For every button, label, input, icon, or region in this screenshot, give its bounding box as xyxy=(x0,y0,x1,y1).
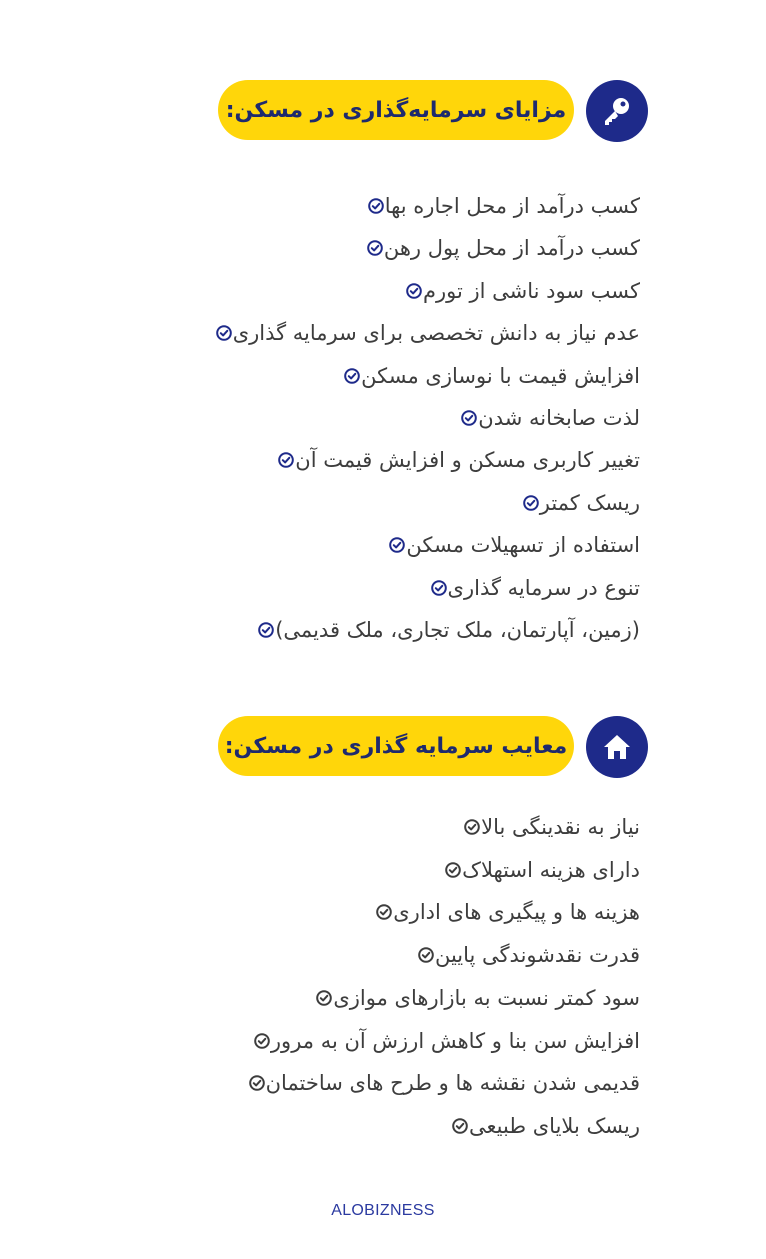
advantage-item-text: لذت صابخانه شدن xyxy=(478,406,640,430)
advantage-item-text: عدم نیاز به دانش تخصصی برای سرمایه گذاری xyxy=(232,321,640,346)
disadvantage-item-text: قدرت نقدشوندگی پایین xyxy=(434,943,640,968)
check-circle-icon xyxy=(315,989,333,1007)
advantages-title: مزایای سرمایه‌گذاری در مسکن: xyxy=(225,97,567,123)
advantage-item-text: استفاده از تسهیلات مسکن xyxy=(406,533,640,558)
advantage-item-text: ریسک کمتر xyxy=(539,490,640,515)
disadvantages-title-pill xyxy=(218,716,574,776)
disadvantage-item xyxy=(234,1062,640,1104)
disadvantage-item xyxy=(449,806,640,848)
check-circle-icon xyxy=(375,903,393,921)
advantage-item-text: کسب درآمد از محل اجاره بها xyxy=(384,194,640,218)
check-circle-icon xyxy=(248,1074,266,1092)
disadvantage-item xyxy=(239,1020,640,1062)
disadvantage-item xyxy=(361,891,640,933)
check-circle-icon xyxy=(451,1117,469,1135)
advantage-item-text: تغییر کاربری مسکن و افزایش قیمت آن xyxy=(295,448,640,473)
check-circle-icon xyxy=(463,818,481,836)
disadvantage-item xyxy=(301,977,640,1019)
advantage-item-text: افزایش قیمت با نوسازی مسکن xyxy=(361,363,640,388)
check-circle-icon xyxy=(417,946,435,964)
advantage-item-text: (زمین، آپارتمان، ملک تجاری، ملک قدیمی) xyxy=(275,618,640,642)
disadvantage-item-text: ریسک بلایای طبیعی xyxy=(469,1113,640,1138)
advantage-item-text: کسب درآمد از محل پول رهن xyxy=(383,236,640,261)
disadvantage-item-text: سود کمتر نسبت به بازارهای موازی xyxy=(333,985,640,1010)
disadvantage-item-text: قدیمی شدن نقشه ها و طرح های ساختمان xyxy=(265,1071,640,1096)
advantage-item-text: کسب سود ناشی از تورم xyxy=(422,278,640,303)
disadvantage-item-text: هزینه ها و پیگیری های اداری xyxy=(393,900,640,925)
disadvantages-header xyxy=(0,714,766,784)
check-circle-icon xyxy=(253,1032,271,1050)
footer-brand: ALOBIZNESS xyxy=(331,1202,435,1219)
disadvantage-item xyxy=(403,934,640,976)
disadvantage-item-text: دارای هزینه استهلاک xyxy=(462,857,640,882)
disadvantage-item xyxy=(437,1105,640,1147)
advantage-item-text: تنوع در سرمایه گذاری xyxy=(447,575,640,600)
disadvantage-item-text: افزایش سن بنا و کاهش ارزش آن به مرور xyxy=(270,1028,640,1053)
disadvantages-title: معایب سرمایه گذاری در مسکن: xyxy=(224,733,568,759)
check-circle-icon xyxy=(444,861,462,879)
disadvantage-item-text: نیاز به نقدینگی بالا xyxy=(481,815,640,839)
home-icon xyxy=(586,716,648,778)
disadvantage-item xyxy=(430,849,640,891)
